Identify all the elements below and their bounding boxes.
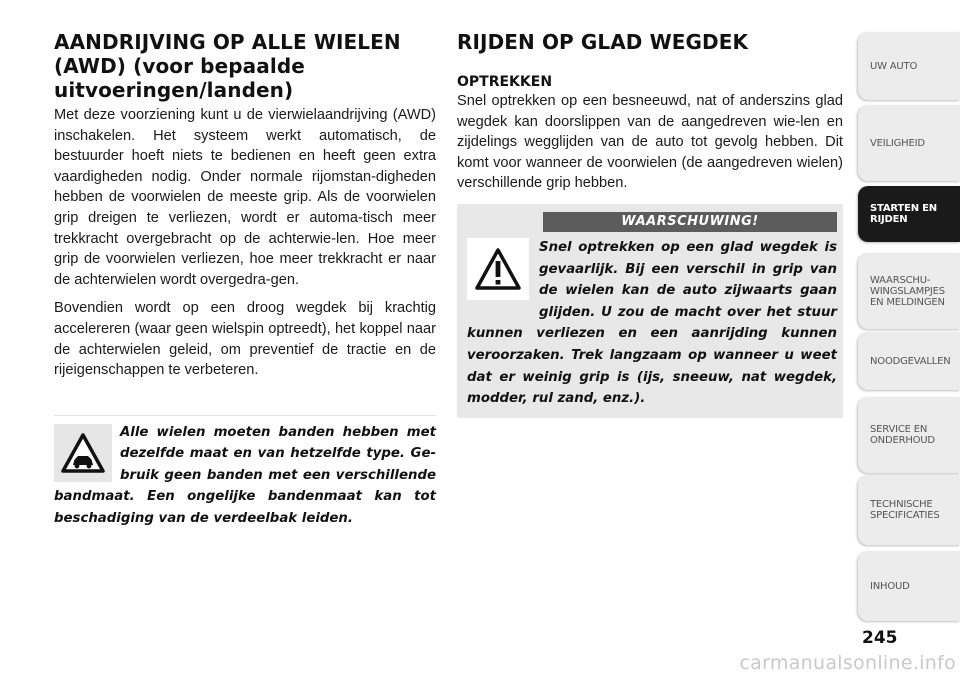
car-caution-icon [54,424,112,482]
tab-inhoud[interactable] [858,551,960,621]
warning-text: Snel optrekken op een glad wegdek is gevaarlijk. Bij een verschil in grip van de wielen kan de auto zijwaarts gaan glijden. U zou de macht over het stuur kunnen verliezen en een aanrijding kunnen veroorzaken. Trek langzaam op wanneer u weet dat er weinig grip is (ijs, sneeuw, nat wegdek, modder, rul zand, enz.). [467,240,837,407]
tire-caution-note [54,415,436,529]
page-number: 245 [862,628,898,648]
accelerating-paragraph: Snel optrekken op een besneeuwd, nat of anderszins glad wegdek kan doorslippen van de aangedreven wie-len en zijdelings wegglijden van de auto tot gevolg hebben. Dit komt voor wanneer de voorwielen (de aangedreven wielen) verschillende grip hebben. [457,93,843,192]
left-column [54,30,436,526]
tab-label: WAARSCHU- WINGSLAMPJES EN MELDINGEN [870,274,945,308]
section-title-awd: AANDRIJVING OP ALLE WIELEN (AWD) (voor bepaalde uitvoeringen/landen) [54,30,401,102]
warning-label: WAARSCHUWING! [543,212,837,232]
subsection-title-accelerating: OPTREKKEN [457,74,553,90]
tab-label: INHOUD [870,580,910,592]
warning-triangle-icon [467,238,529,300]
warning-box [457,204,843,418]
tab-label: STARTEN EN RIJDEN [870,203,937,225]
right-column [457,30,843,407]
tab-noodgevallen[interactable] [858,332,960,390]
tab-label: NOODGEVALLEN [870,355,951,367]
tab-label: VEILIGHEID [870,137,925,149]
tab-label: SERVICE EN ONDERHOUD [870,424,935,446]
watermark: carmanualsonline.info [739,652,956,674]
tab-service-en-onderhoud[interactable] [858,397,960,473]
tab-label: UW AUTO [870,60,918,72]
awd-paragraph-1: Met deze voorziening kunt u de vierwielaandrijving (AWD) inschakelen. Het systeem werkt automatisch, de bestuurder hoeft niets te bedienen en heeft geen extra vaardigheden nodig. Onder normale rijomstan-digheden hebben de voorwielen de meeste grip. Als de voorwielen grip dreigen te verliezen, wordt er automa-tisch meer trekkracht overgebracht op de achterwie-len. Hoe meer grip de voorwielen verliezen, hoe meer trekkracht er naar de achterwielen wordt overgedra-gen. [54,107,436,288]
chapter-tabs [858,0,960,678]
tab-veiligheid[interactable] [858,105,960,181]
tire-caution-text: Alle wielen moeten banden hebben met dezelfde maat en van hetzelfde type. Ge-bruik geen banden met een verschillende bandmaat. Een ongelijke bandenmaat kan tot beschadiging van de verdeelbak leiden. [54,425,436,526]
tab-label: TECHNISCHE SPECIFICATIES [870,499,940,521]
tab-uw-auto[interactable] [858,32,960,100]
tab-starten-en-rijden[interactable] [858,186,960,242]
tab-waarschuwingslampjes[interactable] [858,253,960,329]
tab-technische-specificaties[interactable] [858,475,960,545]
awd-paragraph-2: Bovendien wordt op een droog wegdek bij krachtig accelereren (waar geen wielspin optreedt), het koppel naar de achterwielen geleid, om preventief de tractie en de rijeigenschappen te verbeteren. [54,300,436,379]
section-title-slippery-road: RIJDEN OP GLAD WEGDEK [457,30,749,54]
